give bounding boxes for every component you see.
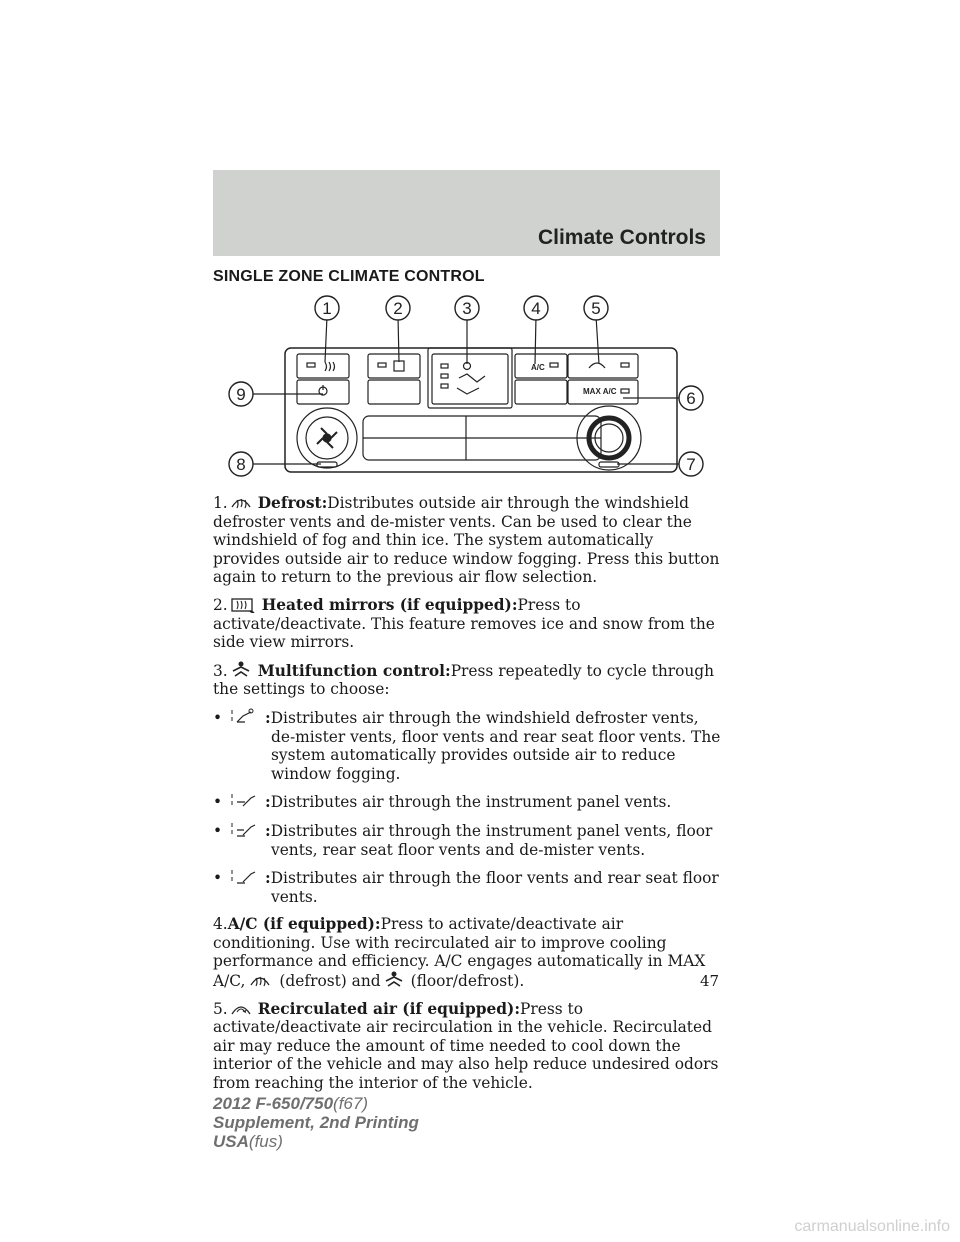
temperature-knob [577,406,641,470]
defrost-icon [230,495,252,511]
item-recirculated-air: 5. Recirculated air (if equipped):Press to activate/deactivate air recirculation in the vehicle. Recirculated air may reduce the amount of time needed to cool down the interior of the vehicle and may also help reduce undesired odors from reaching the interior of the vehicle. [213,999,719,1093]
floor-defrost-icon [229,708,259,726]
document-footer: 2012 F-650/750(f67) Supplement, 2nd Printing USA(fus) [213,1094,419,1151]
svg-text:2: 2 [393,299,403,318]
max-ac-label: MAX A/C [583,387,617,396]
chapter-header [213,170,720,256]
callout-5 [584,296,608,320]
callout-3 [455,296,479,320]
svg-text:6: 6 [686,389,696,408]
callout-2 [386,296,410,320]
callout-1 [315,296,339,320]
bullet-floor: • :Distributes air through the floor vents and rear seat floor vents. [213,869,719,906]
panel-icon [229,792,259,810]
svg-text:5: 5 [591,299,601,318]
multifunction-icon [230,661,252,679]
fan-speed-knob [297,408,357,468]
item-defrost: 1. Defrost:Distributes outside air through the windshield defroster vents and de-mister vents. Can be used to clear the windshield of fog and thin ice. The system automatically provides outside air to reduce window fogging. Press this button again to return to the previous air flow selection. [213,494,720,587]
svg-text:9: 9 [236,385,246,404]
climate-control-panel-diagram [213,292,720,488]
callout-7 [679,452,703,476]
recirculation-icon [230,1003,252,1017]
callout-9 [229,382,253,406]
item-ac: 4.A/C (if equipped):Press to activate/deactivate air conditioning. Use with recirculated air to improve cooling performance and efficiency. A/C engages automatically in MAX A/C, (defrost) and (floor/defrost). [213,915,706,991]
floor-icon [229,868,259,886]
callout-8 [229,452,253,476]
callout-4 [524,296,548,320]
heated-mirror-icon [230,597,256,613]
svg-text:4: 4 [531,299,541,318]
page-number: 47 [700,972,720,990]
center-display [363,416,601,460]
bullet-panel: • :Distributes air through the instrument panel vents. [213,793,672,812]
bullet-panel-floor: • :Distributes air through the instrument panel vents, floor vents, rear seat floor vents and de-mister vents. [213,821,713,859]
svg-text:3: 3 [462,299,472,318]
chapter-title: Climate Controls [537,226,706,249]
item-heated-mirrors: 2. Heated mirrors (if equipped):Press to activate/deactivate. This feature removes ice and snow from the side view mirrors. [213,595,715,652]
section-title: SINGLE ZONE CLIMATE CONTROL [213,268,485,285]
heated-mirror-button [368,354,420,404]
body-text [213,494,723,1102]
defrost-button [297,354,349,404]
watermark: carmanualsonline.info [794,1218,950,1235]
recirculation-button [568,354,638,404]
svg-text:1: 1 [322,299,332,318]
panel-floor-icon [229,821,259,839]
floor-defrost-icon-inline [383,971,405,989]
item-multifunction: 3. Multifunction control:Press repeatedly to cycle through the settings to choose: [213,661,715,699]
multifunction-button [428,348,512,408]
svg-text:7: 7 [686,455,696,474]
ac-label: A/C [531,363,545,372]
callout-6 [679,386,703,410]
svg-text:8: 8 [236,455,246,474]
bullet-floor-defrost: • :Distributes air through the windshield defroster vents, de-mister vents, floor vents and rear seat floor vents. The system automatically provides outside air to reduce window fogging. [213,708,721,783]
defrost-icon-inline [247,973,273,989]
ac-button [515,354,567,404]
